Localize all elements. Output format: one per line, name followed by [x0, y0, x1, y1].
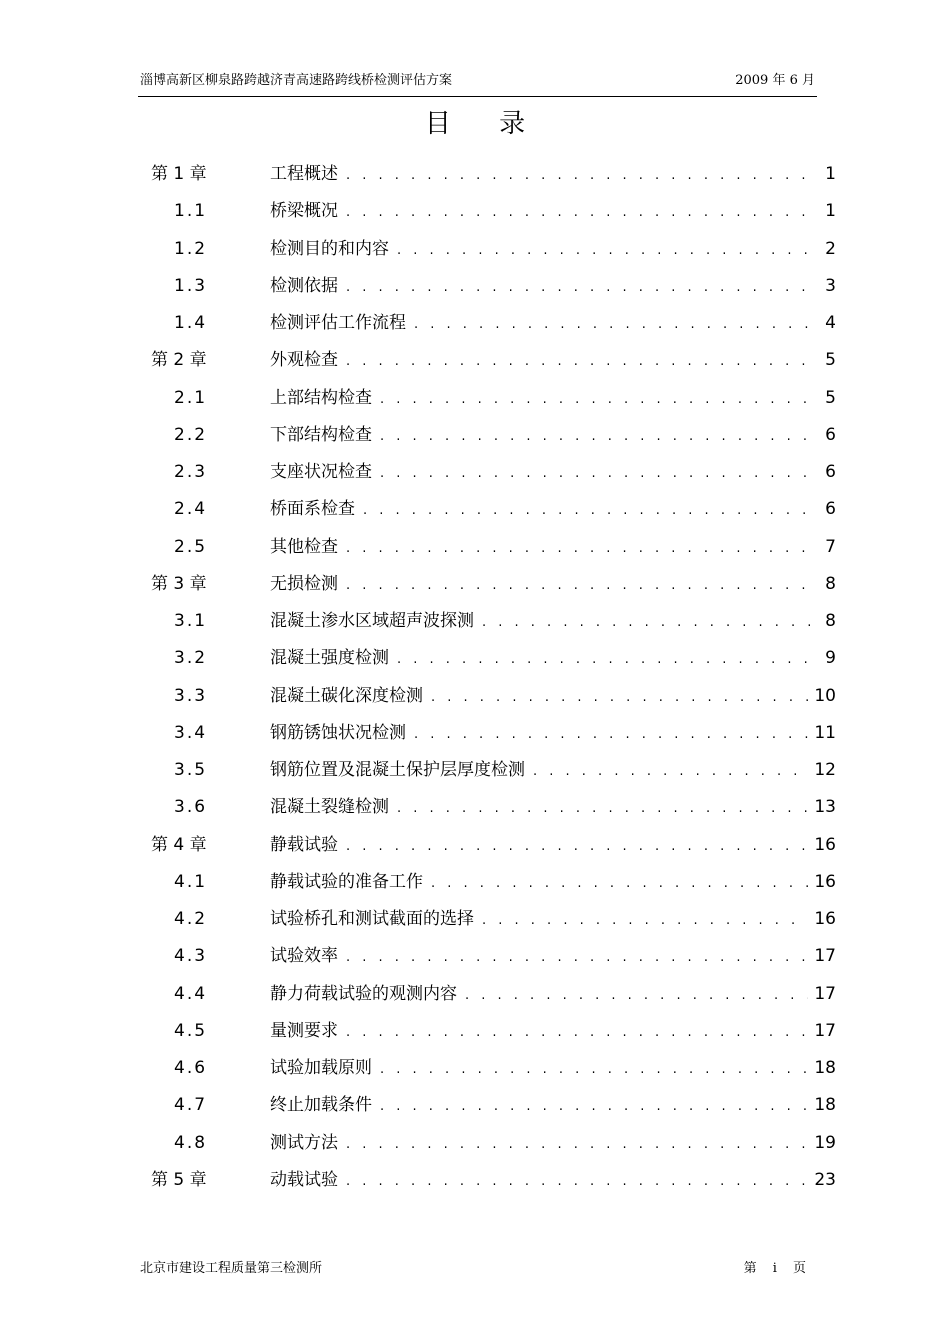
toc-entry-page: 16 — [814, 871, 836, 892]
toc-entry-number: 1.4 — [174, 313, 208, 333]
toc-entry[interactable] — [0, 342, 950, 379]
toc-entry-number: 3.5 — [174, 760, 208, 780]
toc-entry-number: 1.1 — [174, 201, 208, 222]
toc-entry-page: 8 — [825, 611, 836, 631]
toc-entry-number: 2.3 — [174, 462, 208, 482]
toc-dot-leader — [465, 977, 808, 1014]
toc-entry-title: 量测要求 — [270, 1020, 338, 1041]
toc-entry-number: 2.5 — [174, 536, 208, 557]
toc-entry-title: 静力荷载试验的观测内容 — [270, 983, 457, 1004]
header-doc-title: 淄博高新区柳泉路跨越济青高速路跨线桥检测评估方案 — [140, 73, 453, 88]
toc-entry-title: 其他检查 — [270, 536, 338, 557]
toc-entry-page: 17 — [814, 1020, 836, 1041]
toc-entry-number: 2.2 — [174, 424, 208, 445]
toc-dot-leader — [414, 716, 808, 753]
toc-entry[interactable] — [0, 454, 950, 491]
toc-entry-number: 第 4 章 — [151, 834, 207, 855]
toc-entry-number: 3.3 — [174, 685, 208, 706]
toc-entry-page: 16 — [814, 909, 836, 929]
toc-entry[interactable] — [0, 380, 950, 417]
toc-entry-line — [270, 342, 836, 380]
toc-entry-title: 检测目的和内容 — [270, 238, 389, 259]
toc-entry[interactable] — [0, 417, 950, 454]
toc-entry-line — [270, 1087, 836, 1125]
footer-organization: 北京市建设工程质量第三检测所 — [140, 1261, 323, 1276]
toc-entry-title: 桥面系检查 — [270, 499, 355, 520]
toc-entry-line — [270, 417, 836, 455]
toc-entry-page: 16 — [814, 834, 836, 855]
toc-dot-leader — [397, 232, 819, 269]
toc-entry-title: 支座状况检查 — [270, 462, 372, 482]
toc-dot-leader — [431, 865, 808, 902]
toc-entry-page: 3 — [825, 275, 836, 296]
toc-entry-number: 1.2 — [174, 238, 208, 259]
toc-entry-page: 4 — [825, 313, 836, 333]
toc-entry-line — [270, 156, 836, 194]
toc-dot-leader — [346, 269, 819, 306]
toc-dot-leader — [533, 753, 808, 790]
toc-entry-title: 动载试验 — [270, 1169, 338, 1190]
toc-entry-line — [270, 678, 836, 716]
toc-entry-page: 19 — [814, 1132, 836, 1153]
toc-dot-leader — [397, 790, 808, 827]
toc-entry-page: 1 — [825, 201, 836, 222]
toc-dot-leader — [380, 381, 819, 418]
toc-entry-page: 1 — [825, 164, 836, 184]
toc-entry-number: 4.4 — [174, 983, 208, 1004]
toc-dot-leader — [363, 492, 819, 529]
toc-entry-number: 4.8 — [174, 1132, 208, 1153]
toc-entry[interactable] — [0, 789, 950, 826]
table-of-contents — [0, 156, 950, 1199]
page-footer — [140, 1258, 812, 1280]
page-header — [140, 70, 815, 92]
toc-entry-number: 3.4 — [174, 722, 208, 743]
toc-entry[interactable] — [0, 566, 950, 603]
toc-entry-page: 8 — [825, 573, 836, 594]
toc-entry[interactable] — [0, 231, 950, 268]
toc-entry-title: 混凝土裂缝检测 — [270, 797, 389, 818]
toc-entry-page: 11 — [814, 722, 836, 743]
toc-entry[interactable] — [0, 864, 950, 901]
toc-dot-leader — [346, 1126, 808, 1163]
toc-entry-number: 3.2 — [174, 648, 208, 669]
toc-entry-page: 23 — [814, 1169, 836, 1190]
toc-entry-page: 5 — [825, 387, 836, 408]
header-divider — [138, 96, 817, 97]
toc-entry[interactable] — [0, 715, 950, 752]
toc-entry-line — [270, 566, 836, 604]
footer-page-number: 第 i 页 — [743, 1261, 812, 1276]
toc-entry-number: 1.3 — [174, 275, 208, 296]
toc-dot-leader — [482, 604, 819, 641]
header-date: 2009 年 6 月 — [735, 73, 815, 88]
toc-entry[interactable] — [0, 938, 950, 975]
toc-dot-leader — [380, 418, 819, 455]
toc-entry-line — [270, 1050, 836, 1088]
toc-entry-number: 2.4 — [174, 499, 208, 520]
toc-entry-number: 第 2 章 — [151, 350, 207, 371]
toc-entry-number: 4.7 — [174, 1095, 208, 1116]
toc-entry-title: 钢筋锈蚀状况检测 — [270, 722, 406, 743]
toc-entry-number: 第 1 章 — [151, 164, 207, 184]
toc-entry[interactable] — [0, 603, 950, 640]
toc-entry-line — [270, 193, 836, 231]
toc-dot-leader — [346, 828, 808, 865]
toc-entry-number: 第 5 章 — [151, 1169, 207, 1190]
toc-entry[interactable] — [0, 976, 950, 1013]
toc-entry-title: 混凝土强度检测 — [270, 648, 389, 669]
toc-entry-page: 10 — [814, 685, 836, 706]
toc-dot-leader — [346, 939, 808, 976]
toc-entry[interactable] — [0, 678, 950, 715]
toc-entry[interactable] — [0, 491, 950, 528]
toc-entry[interactable] — [0, 193, 950, 230]
toc-entry[interactable] — [0, 156, 950, 193]
toc-dot-leader — [346, 530, 819, 567]
toc-dot-leader — [346, 567, 819, 604]
toc-entry-title: 钢筋位置及混凝土保护层厚度检测 — [270, 760, 525, 780]
toc-entry[interactable] — [0, 752, 950, 789]
toc-entry-page: 9 — [825, 648, 836, 669]
toc-dot-leader — [397, 641, 819, 678]
toc-entry-line — [270, 752, 836, 790]
toc-entry-title: 下部结构检查 — [270, 424, 372, 445]
toc-entry-title: 终止加载条件 — [270, 1095, 372, 1116]
toc-entry-line — [270, 938, 836, 976]
toc-entry-page: 6 — [825, 424, 836, 445]
toc-entry-title: 混凝土渗水区域超声波探测 — [270, 611, 474, 631]
toc-entry[interactable] — [0, 901, 950, 938]
toc-entry-title: 检测评估工作流程 — [270, 313, 406, 333]
toc-entry-line — [270, 380, 836, 418]
toc-entry-page: 18 — [814, 1095, 836, 1116]
toc-entry-line — [270, 529, 836, 567]
toc-entry-title: 桥梁概况 — [270, 201, 338, 222]
toc-entry-line — [270, 1162, 836, 1200]
toc-entry-number: 4.2 — [174, 909, 208, 929]
toc-entry-number: 3.6 — [174, 797, 208, 818]
toc-entry[interactable] — [0, 1162, 950, 1199]
toc-entry-page: 17 — [814, 983, 836, 1004]
toc-entry-line — [270, 976, 836, 1014]
toc-entry-line — [270, 268, 836, 306]
toc-entry-line — [270, 640, 836, 678]
toc-entry-line — [270, 864, 836, 902]
toc-entry-number: 4.3 — [174, 946, 208, 967]
toc-dot-leader — [380, 1088, 808, 1125]
toc-entry-line — [270, 603, 836, 641]
toc-entry-title: 静载试验的准备工作 — [270, 871, 423, 892]
toc-entry-title: 试验加载原则 — [270, 1058, 372, 1078]
toc-entry-page: 2 — [825, 238, 836, 259]
toc-entry-page: 6 — [825, 499, 836, 520]
toc-dot-leader — [414, 306, 819, 343]
toc-entry-line — [270, 491, 836, 529]
toc-dot-leader — [346, 1014, 808, 1051]
toc-dot-leader — [380, 455, 819, 492]
toc-dot-leader — [346, 194, 819, 231]
toc-entry-page: 5 — [825, 350, 836, 371]
toc-entry-title: 测试方法 — [270, 1132, 338, 1153]
toc-entry-title: 试验效率 — [270, 946, 338, 967]
toc-entry-title: 外观检查 — [270, 350, 338, 371]
toc-dot-leader — [346, 157, 819, 194]
toc-entry-line — [270, 715, 836, 753]
toc-dot-leader — [346, 343, 819, 380]
toc-dot-leader — [482, 902, 808, 939]
toc-entry[interactable] — [0, 827, 950, 864]
toc-entry[interactable] — [0, 640, 950, 677]
toc-entry[interactable] — [0, 305, 950, 342]
toc-entry-line — [270, 1013, 836, 1051]
toc-entry-page: 12 — [814, 760, 836, 780]
toc-entry-line — [270, 1125, 836, 1163]
toc-entry-number: 4.5 — [174, 1020, 208, 1041]
toc-entry-title: 上部结构检查 — [270, 387, 372, 408]
toc-entry[interactable] — [0, 529, 950, 566]
toc-dot-leader — [431, 679, 808, 716]
toc-entry[interactable] — [0, 1050, 950, 1087]
toc-entry-page: 6 — [825, 462, 836, 482]
toc-entry-title: 混凝土碳化深度检测 — [270, 685, 423, 706]
toc-entry-number: 2.1 — [174, 387, 208, 408]
toc-entry-title: 检测依据 — [270, 275, 338, 296]
toc-entry-number: 第 3 章 — [151, 573, 207, 594]
toc-dot-leader — [380, 1051, 808, 1088]
toc-entry-title: 工程概述 — [270, 164, 338, 184]
toc-entry-line — [270, 454, 836, 492]
toc-dot-leader — [346, 1163, 808, 1200]
toc-entry[interactable] — [0, 1013, 950, 1050]
toc-entry-number: 3.1 — [174, 611, 208, 631]
toc-entry[interactable] — [0, 268, 950, 305]
toc-entry-number: 4.6 — [174, 1058, 208, 1078]
toc-entry-title: 静载试验 — [270, 834, 338, 855]
toc-entry[interactable] — [0, 1087, 950, 1124]
toc-entry-line — [270, 305, 836, 343]
toc-entry-line — [270, 827, 836, 865]
toc-entry-number: 4.1 — [174, 871, 208, 892]
toc-entry-title: 无损检测 — [270, 573, 338, 594]
toc-entry-page: 17 — [814, 946, 836, 967]
toc-entry-line — [270, 231, 836, 269]
toc-entry-line — [270, 789, 836, 827]
toc-entry-line — [270, 901, 836, 939]
toc-title: 目 录 — [424, 109, 546, 139]
toc-entry-page: 13 — [814, 797, 836, 818]
toc-entry-title: 试验桥孔和测试截面的选择 — [270, 909, 474, 929]
toc-entry-page: 7 — [825, 536, 836, 557]
toc-entry-page: 18 — [814, 1058, 836, 1078]
toc-entry[interactable] — [0, 1125, 950, 1162]
